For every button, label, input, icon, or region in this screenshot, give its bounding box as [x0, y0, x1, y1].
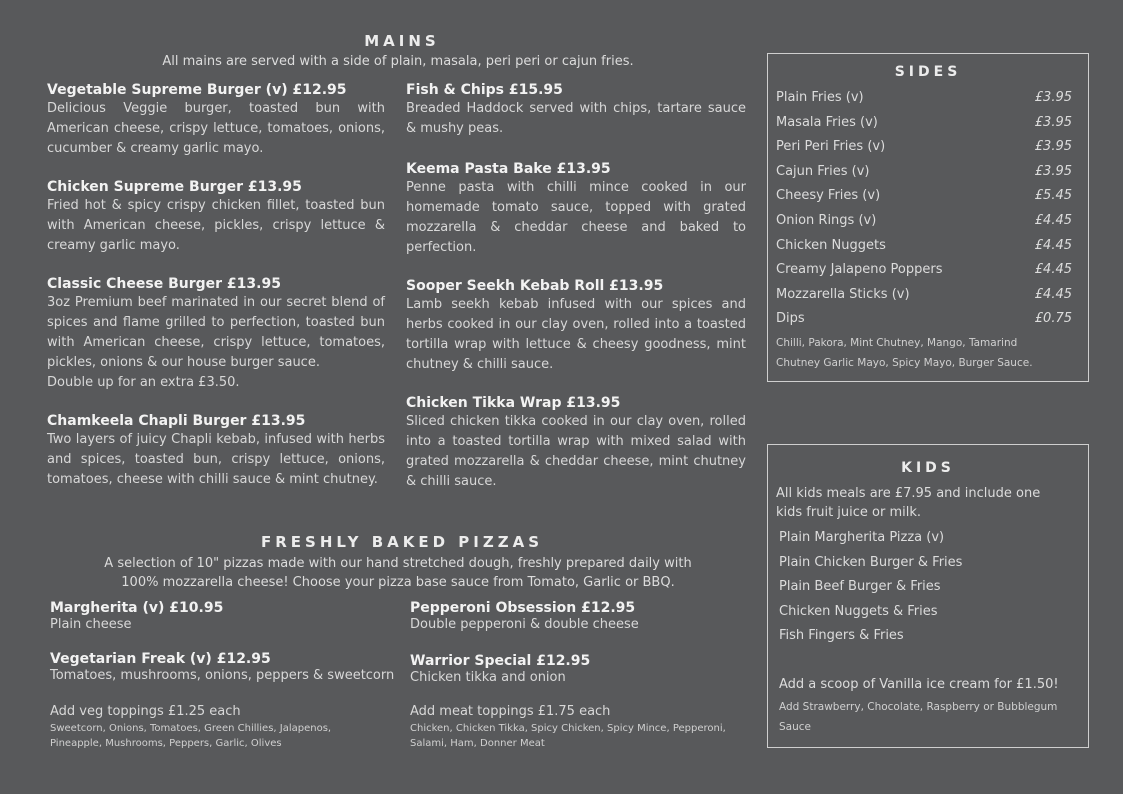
sides-title: SIDES [894, 64, 962, 80]
side-price: £4.45 [1034, 212, 1072, 228]
side-price: £3.95 [1034, 163, 1072, 179]
menu-item [47, 276, 385, 393]
veg-toppings-title: Add veg toppings £1.25 each [50, 704, 241, 719]
item-title: Classic Cheese Burger £13.95 [47, 276, 281, 292]
side-name: Cajun Fries (v) [776, 163, 870, 179]
side-name: Creamy Jalapeno Poppers [776, 262, 943, 278]
kids-flavours: Add Strawberry, Chocolate, Raspberry or Bubblegum Sauce [779, 700, 1058, 733]
side-price: £4.45 [1034, 262, 1072, 278]
menu-item [47, 413, 385, 490]
pizza-description: Tomatoes, mushrooms, onions, peppers & sweetcorn [50, 668, 395, 683]
kids-intro: All kids meals are £7.95 and include one kids fruit juice or milk. [776, 486, 1041, 520]
mains-intro: All mains are served with a side of plain, masala, peri peri or cajun fries. [162, 54, 634, 69]
menu-item [406, 161, 746, 258]
kids-item: Plain Chicken Burger & Fries [779, 554, 963, 570]
kids-icecream: Add a scoop of Vanilla ice cream for £1.50! [779, 676, 1059, 692]
pizza-description: Chicken tikka and onion [410, 670, 566, 685]
mains-title: MAINS [364, 32, 440, 50]
side-item [776, 283, 1072, 308]
side-item [776, 258, 1072, 283]
mains-left-column [47, 82, 385, 510]
veg-toppings-list: Sweetcorn, Onions, Tomatoes, Green Chillies, Jalapenos, Pineapple, Mushrooms, Peppers, Garlic, Olives [50, 723, 332, 749]
item-description: 3oz Premium beef marinated in our secret blend of spices and flame grilled to perfection, toasted bun with American cheese, crispy lettuce, tomatoes, pickles, onions & our house burger sauce. [47, 295, 385, 370]
sides-list [776, 86, 1072, 373]
side-price: £3.95 [1034, 90, 1072, 105]
side-name: Mozzarella Sticks (v) [776, 286, 910, 302]
sides-box [767, 53, 1089, 382]
item-description: Lamb seekh kebab infused with our spices and herbs cooked in our clay oven, rolled into a toasted tortilla wrap with lettuce & cheesy goodness, mint chutney & chilli sauce. [406, 297, 746, 372]
item-description: Delicious Veggie burger, toasted bun with American cheese, crispy lettuce, tomatoes, onions, cucumber & creamy garlic mayo. [47, 101, 385, 156]
side-item [776, 234, 1072, 259]
item-title: Sooper Seekh Kebab Roll £13.95 [406, 278, 664, 294]
menu-item [47, 82, 385, 159]
side-name: Onion Rings (v) [776, 212, 877, 228]
side-item [776, 160, 1072, 185]
veg-toppings [50, 703, 370, 751]
item-description: Two layers of juicy Chapli kebab, infused with herbs and spices, toasted bun, crispy lettuce, onions, tomatoes, cheese with chilli sauce & mint chutney. [47, 432, 385, 487]
item-description: Fried hot & spicy crispy chicken fillet, toasted bun with American cheese, pickles, crispy lettuce & creamy garlic mayo. [47, 198, 385, 253]
kids-item: Fish Fingers & Fries [779, 628, 904, 644]
side-name: Cheesy Fries (v) [776, 188, 881, 204]
side-name: Peri Peri Fries (v) [776, 139, 886, 155]
item-title: Fish & Chips £15.95 [406, 82, 563, 98]
side-price: £3.95 [1034, 139, 1072, 155]
meat-toppings [410, 703, 745, 751]
pizza-description: Plain cheese [50, 617, 132, 632]
side-price: £0.75 [1034, 311, 1072, 327]
pizza-title: Warrior Special £12.95 [410, 653, 591, 669]
pizza-description: Double pepperoni & double cheese [410, 617, 639, 632]
side-item [776, 111, 1072, 136]
kids-list [779, 526, 1078, 737]
pizza-item [50, 651, 400, 685]
pizzas-title: FRESHLY BAKED PIZZAS [260, 533, 544, 551]
side-name: Plain Fries (v) [776, 90, 864, 105]
item-description: Breaded Haddock served with chips, tartare sauce & mushy peas. [406, 101, 746, 136]
pizza-item [410, 600, 750, 634]
meat-toppings-title: Add meat toppings £1.75 each [410, 704, 611, 719]
dips-list-line2: Chutney Garlic Mayo, Spicy Mayo, Burger Sauce. [776, 356, 1033, 369]
pizza-item [50, 600, 395, 634]
menu-item [406, 395, 746, 492]
side-price: £5.45 [1034, 188, 1072, 204]
pizza-title: Margherita (v) £10.95 [50, 600, 224, 616]
side-item [776, 184, 1072, 209]
kids-item: Plain Margherita Pizza (v) [779, 530, 945, 545]
side-name: Chicken Nuggets [776, 237, 886, 253]
item-title: Chicken Tikka Wrap £13.95 [406, 395, 621, 411]
kids-title: KIDS [901, 460, 955, 476]
menu-item [406, 278, 746, 375]
pizzas-intro-line2: 100% mozzarella cheese! Choose your pizza base sauce from Tomato, Garlic or BBQ. [121, 575, 675, 590]
side-price: £4.45 [1034, 237, 1072, 253]
menu-item [47, 179, 385, 256]
side-price: £3.95 [1034, 114, 1072, 130]
mains-right-column [406, 82, 746, 512]
pizza-title: Vegetarian Freak (v) £12.95 [50, 651, 271, 667]
item-title: Keema Pasta Bake £13.95 [406, 161, 611, 177]
item-description: Sliced chicken tikka cooked in our clay oven, rolled into a toasted tortilla wrap with mixed salad with grated mozzarella & cheddar cheese, mint chutney & chilli sauce. [406, 414, 746, 489]
item-extra: Double up for an extra £3.50. [47, 375, 240, 390]
side-item [776, 307, 1072, 332]
side-item [776, 86, 1072, 111]
pizzas-intro-line1: A selection of 10" pizzas made with our hand stretched dough, freshly prepared daily with [104, 556, 692, 571]
side-name: Masala Fries (v) [776, 114, 878, 130]
dips-list-line1: Chilli, Pakora, Mint Chutney, Mango, Tamarind [776, 336, 1018, 349]
menu-item [406, 82, 746, 139]
kids-box [767, 444, 1089, 748]
side-name: Dips [776, 311, 805, 327]
kids-item: Chicken Nuggets & Fries [779, 603, 938, 619]
item-description: Penne pasta with chilli mince cooked in our homemade tomato sauce, topped with grated mozzarella & cheddar cheese and baked to perfection. [406, 180, 746, 255]
side-item [776, 209, 1072, 234]
side-item [776, 135, 1072, 160]
kids-item: Plain Beef Burger & Fries [779, 579, 941, 595]
meat-toppings-list: Chicken, Chicken Tikka, Spicy Chicken, Spicy Mince, Pepperoni, Salami, Ham, Donner Meat [410, 723, 726, 749]
item-title: Vegetable Supreme Burger (v) £12.95 [47, 82, 347, 98]
item-title: Chamkeela Chapli Burger £13.95 [47, 413, 306, 429]
side-price: £4.45 [1034, 286, 1072, 302]
pizza-title: Pepperoni Obsession £12.95 [410, 600, 636, 616]
item-title: Chicken Supreme Burger £13.95 [47, 179, 302, 195]
pizza-item [410, 653, 750, 687]
